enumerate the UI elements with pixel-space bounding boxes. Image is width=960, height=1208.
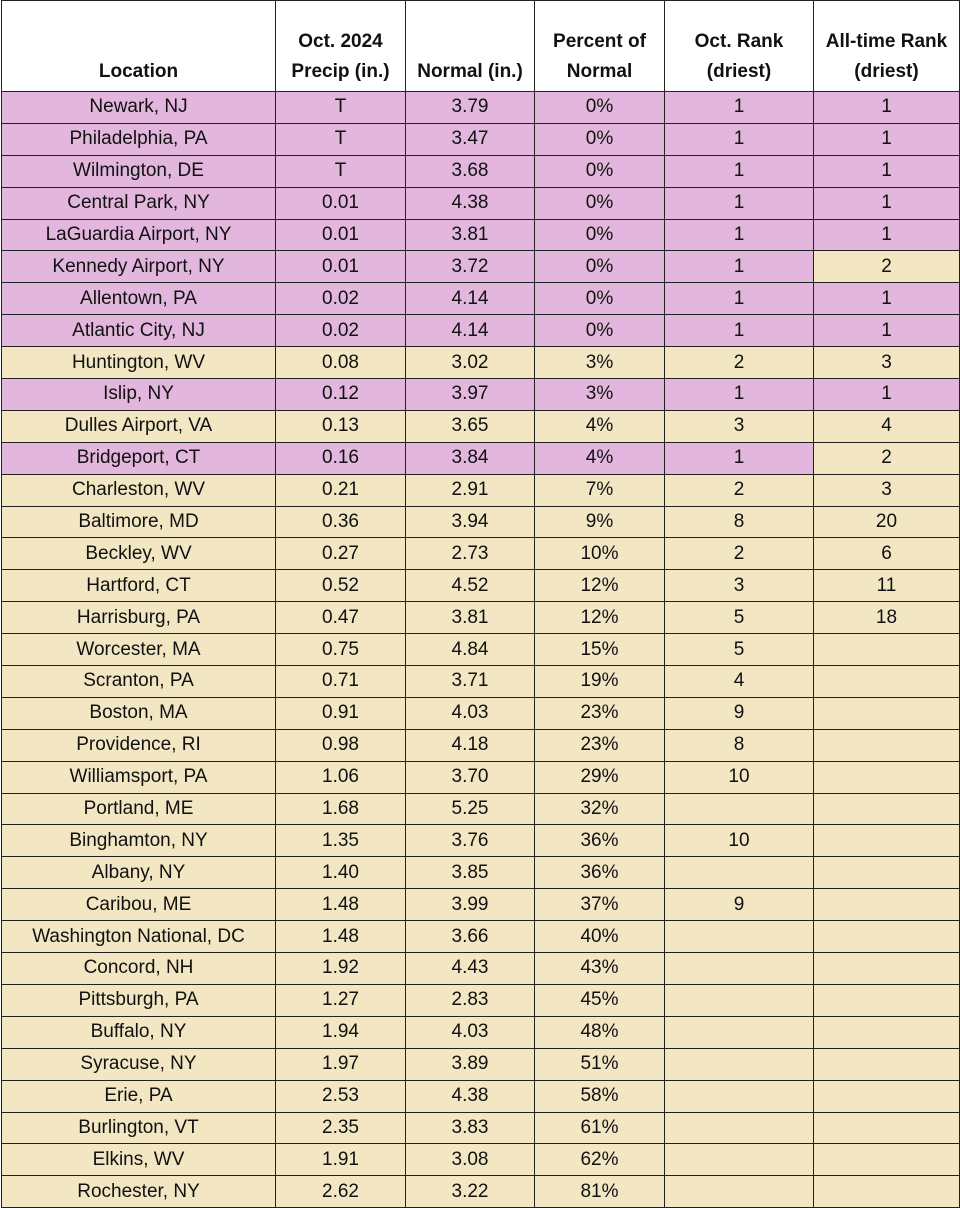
table-row xyxy=(2,634,960,666)
alltime-rank-cell: 2 xyxy=(814,442,960,474)
oct-rank-cell: 1 xyxy=(665,187,814,219)
location-cell: Boston, MA xyxy=(2,697,276,729)
location-cell: Islip, NY xyxy=(2,379,276,411)
table-row xyxy=(2,857,960,889)
percent-cell: 36% xyxy=(535,825,665,857)
alltime-rank-cell: 1 xyxy=(814,187,960,219)
location-cell: Erie, PA xyxy=(2,1080,276,1112)
oct-rank-cell: 2 xyxy=(665,474,814,506)
table-row xyxy=(2,379,960,411)
header-line1: Oct. 2024 xyxy=(298,31,383,52)
precip-cell: 1.06 xyxy=(276,761,406,793)
table-row xyxy=(2,602,960,634)
percent-cell: 61% xyxy=(535,1112,665,1144)
location-cell: Harrisburg, PA xyxy=(2,602,276,634)
alltime-rank-cell: 1 xyxy=(814,219,960,251)
oct-rank-cell xyxy=(665,1176,814,1208)
table-row xyxy=(2,92,960,124)
percent-cell: 7% xyxy=(535,474,665,506)
normal-cell: 3.70 xyxy=(406,761,535,793)
percent-cell: 0% xyxy=(535,123,665,155)
location-cell: LaGuardia Airport, NY xyxy=(2,219,276,251)
oct-rank-cell: 1 xyxy=(665,155,814,187)
normal-cell: 2.83 xyxy=(406,984,535,1016)
percent-cell: 37% xyxy=(535,889,665,921)
oct-rank-cell: 1 xyxy=(665,379,814,411)
normal-cell: 3.81 xyxy=(406,219,535,251)
location-cell: Caribou, ME xyxy=(2,889,276,921)
alltime-rank-cell: 1 xyxy=(814,123,960,155)
alltime-rank-cell xyxy=(814,953,960,985)
precip-cell: 0.16 xyxy=(276,442,406,474)
precip-cell: 0.71 xyxy=(276,666,406,698)
percent-cell: 58% xyxy=(535,1080,665,1112)
oct-rank-cell: 3 xyxy=(665,410,814,442)
location-cell: Atlantic City, NJ xyxy=(2,315,276,347)
header-line2: (driest) xyxy=(854,61,919,82)
normal-cell: 3.85 xyxy=(406,857,535,889)
table-row xyxy=(2,315,960,347)
oct-rank-cell xyxy=(665,1144,814,1176)
precip-cell: 0.75 xyxy=(276,634,406,666)
table-row xyxy=(2,123,960,155)
alltime-rank-cell xyxy=(814,793,960,825)
table-row xyxy=(2,155,960,187)
normal-cell: 3.94 xyxy=(406,506,535,538)
table-row xyxy=(2,251,960,283)
precip-cell: 0.27 xyxy=(276,538,406,570)
location-cell: Scranton, PA xyxy=(2,666,276,698)
table-row xyxy=(2,283,960,315)
alltime-rank-cell xyxy=(814,1080,960,1112)
header-precip xyxy=(276,1,406,92)
precip-cell: 0.52 xyxy=(276,570,406,602)
table-row xyxy=(2,506,960,538)
precip-cell: T xyxy=(276,92,406,124)
normal-cell: 3.47 xyxy=(406,123,535,155)
precip-cell: 1.92 xyxy=(276,953,406,985)
precip-cell: 1.97 xyxy=(276,1048,406,1080)
alltime-rank-cell: 1 xyxy=(814,155,960,187)
normal-cell: 3.08 xyxy=(406,1144,535,1176)
location-cell: Washington National, DC xyxy=(2,921,276,953)
alltime-rank-cell: 3 xyxy=(814,347,960,379)
percent-cell: 23% xyxy=(535,697,665,729)
oct-rank-cell: 5 xyxy=(665,634,814,666)
table-row xyxy=(2,666,960,698)
normal-cell: 4.52 xyxy=(406,570,535,602)
oct-rank-cell: 1 xyxy=(665,123,814,155)
table-row xyxy=(2,347,960,379)
alltime-rank-cell xyxy=(814,1016,960,1048)
precip-cell: 2.62 xyxy=(276,1176,406,1208)
alltime-rank-cell xyxy=(814,889,960,921)
normal-cell: 2.91 xyxy=(406,474,535,506)
percent-cell: 48% xyxy=(535,1016,665,1048)
table-row xyxy=(2,889,960,921)
alltime-rank-cell xyxy=(814,666,960,698)
percent-cell: 81% xyxy=(535,1176,665,1208)
oct-rank-cell xyxy=(665,921,814,953)
normal-cell: 3.76 xyxy=(406,825,535,857)
location-cell: Baltimore, MD xyxy=(2,506,276,538)
percent-cell: 29% xyxy=(535,761,665,793)
alltime-rank-cell xyxy=(814,729,960,761)
oct-rank-cell: 9 xyxy=(665,697,814,729)
alltime-rank-cell: 3 xyxy=(814,474,960,506)
precip-cell: 0.21 xyxy=(276,474,406,506)
oct-rank-cell: 8 xyxy=(665,506,814,538)
percent-cell: 23% xyxy=(535,729,665,761)
oct-rank-cell xyxy=(665,984,814,1016)
percent-cell: 0% xyxy=(535,315,665,347)
normal-cell: 3.02 xyxy=(406,347,535,379)
location-cell: Wilmington, DE xyxy=(2,155,276,187)
location-cell: Newark, NJ xyxy=(2,92,276,124)
normal-cell: 4.14 xyxy=(406,315,535,347)
alltime-rank-cell xyxy=(814,825,960,857)
table-row xyxy=(2,984,960,1016)
location-cell: Worcester, MA xyxy=(2,634,276,666)
oct-rank-cell: 8 xyxy=(665,729,814,761)
location-cell: Dulles Airport, VA xyxy=(2,410,276,442)
oct-rank-cell: 4 xyxy=(665,666,814,698)
normal-cell: 3.99 xyxy=(406,889,535,921)
location-cell: Central Park, NY xyxy=(2,187,276,219)
table-row xyxy=(2,1112,960,1144)
precip-cell: 1.35 xyxy=(276,825,406,857)
precip-table xyxy=(1,0,960,1208)
normal-cell: 4.38 xyxy=(406,187,535,219)
precip-cell: 0.01 xyxy=(276,187,406,219)
percent-cell: 0% xyxy=(535,251,665,283)
normal-cell: 3.66 xyxy=(406,921,535,953)
oct-rank-cell: 1 xyxy=(665,315,814,347)
precip-cell: 2.35 xyxy=(276,1112,406,1144)
location-cell: Concord, NH xyxy=(2,953,276,985)
alltime-rank-cell xyxy=(814,1048,960,1080)
precip-cell: 1.48 xyxy=(276,889,406,921)
precip-cell: 0.01 xyxy=(276,219,406,251)
header-oct-rank xyxy=(665,1,814,92)
oct-rank-cell: 1 xyxy=(665,283,814,315)
precip-cell: 1.91 xyxy=(276,1144,406,1176)
alltime-rank-cell xyxy=(814,1112,960,1144)
location-cell: Hartford, CT xyxy=(2,570,276,602)
percent-cell: 15% xyxy=(535,634,665,666)
header-line1: Percent of xyxy=(553,31,646,52)
location-cell: Pittsburgh, PA xyxy=(2,984,276,1016)
normal-cell: 3.71 xyxy=(406,666,535,698)
oct-rank-cell xyxy=(665,1048,814,1080)
precip-cell: 1.68 xyxy=(276,793,406,825)
oct-rank-cell xyxy=(665,1016,814,1048)
normal-cell: 4.43 xyxy=(406,953,535,985)
normal-cell: 3.79 xyxy=(406,92,535,124)
normal-cell: 3.84 xyxy=(406,442,535,474)
oct-rank-cell: 5 xyxy=(665,602,814,634)
alltime-rank-cell xyxy=(814,921,960,953)
oct-rank-cell: 10 xyxy=(665,825,814,857)
table-row xyxy=(2,1176,960,1208)
location-cell: Allentown, PA xyxy=(2,283,276,315)
percent-cell: 0% xyxy=(535,283,665,315)
table-row xyxy=(2,793,960,825)
percent-cell: 40% xyxy=(535,921,665,953)
alltime-rank-cell xyxy=(814,1176,960,1208)
alltime-rank-cell: 11 xyxy=(814,570,960,602)
location-cell: Providence, RI xyxy=(2,729,276,761)
location-cell: Huntington, WV xyxy=(2,347,276,379)
precip-cell: 0.91 xyxy=(276,697,406,729)
header-line2: Location xyxy=(98,61,179,82)
precip-cell: 0.36 xyxy=(276,506,406,538)
table-row xyxy=(2,729,960,761)
oct-rank-cell: 1 xyxy=(665,442,814,474)
alltime-rank-cell xyxy=(814,634,960,666)
precip-cell: 0.02 xyxy=(276,283,406,315)
precip-cell: 0.98 xyxy=(276,729,406,761)
alltime-rank-cell: 1 xyxy=(814,283,960,315)
normal-cell: 5.25 xyxy=(406,793,535,825)
oct-rank-cell: 1 xyxy=(665,92,814,124)
alltime-rank-cell: 1 xyxy=(814,379,960,411)
table-row xyxy=(2,697,960,729)
oct-rank-cell xyxy=(665,1080,814,1112)
header-alltime-rank xyxy=(814,1,960,92)
location-cell: Binghamton, NY xyxy=(2,825,276,857)
percent-cell: 36% xyxy=(535,857,665,889)
oct-rank-cell: 3 xyxy=(665,570,814,602)
table-body xyxy=(2,92,960,1208)
oct-rank-cell: 2 xyxy=(665,347,814,379)
percent-cell: 9% xyxy=(535,506,665,538)
alltime-rank-cell: 1 xyxy=(814,315,960,347)
normal-cell: 3.97 xyxy=(406,379,535,411)
oct-rank-cell xyxy=(665,793,814,825)
location-cell: Buffalo, NY xyxy=(2,1016,276,1048)
location-cell: Portland, ME xyxy=(2,793,276,825)
percent-cell: 0% xyxy=(535,92,665,124)
oct-rank-cell: 1 xyxy=(665,219,814,251)
precip-cell: T xyxy=(276,155,406,187)
percent-cell: 43% xyxy=(535,953,665,985)
normal-cell: 4.03 xyxy=(406,697,535,729)
table-row xyxy=(2,921,960,953)
table-row xyxy=(2,474,960,506)
location-cell: Bridgeport, CT xyxy=(2,442,276,474)
precip-cell: 0.47 xyxy=(276,602,406,634)
location-cell: Albany, NY xyxy=(2,857,276,889)
location-cell: Charleston, WV xyxy=(2,474,276,506)
table-row xyxy=(2,1016,960,1048)
alltime-rank-cell: 2 xyxy=(814,251,960,283)
percent-cell: 12% xyxy=(535,602,665,634)
table-row xyxy=(2,570,960,602)
location-cell: Williamsport, PA xyxy=(2,761,276,793)
precip-cell: 1.48 xyxy=(276,921,406,953)
precip-cell: T xyxy=(276,123,406,155)
table-row xyxy=(2,187,960,219)
alltime-rank-cell: 6 xyxy=(814,538,960,570)
normal-cell: 4.84 xyxy=(406,634,535,666)
location-cell: Philadelphia, PA xyxy=(2,123,276,155)
oct-rank-cell: 1 xyxy=(665,251,814,283)
oct-rank-cell xyxy=(665,1112,814,1144)
normal-cell: 3.65 xyxy=(406,410,535,442)
alltime-rank-cell xyxy=(814,761,960,793)
normal-cell: 4.14 xyxy=(406,283,535,315)
alltime-rank-cell xyxy=(814,984,960,1016)
percent-cell: 45% xyxy=(535,984,665,1016)
oct-rank-cell: 9 xyxy=(665,889,814,921)
percent-cell: 0% xyxy=(535,219,665,251)
location-cell: Beckley, WV xyxy=(2,538,276,570)
header-line2: (driest) xyxy=(706,61,772,82)
header-line1: All-time Rank xyxy=(825,31,948,52)
location-cell: Elkins, WV xyxy=(2,1144,276,1176)
precip-cell: 0.12 xyxy=(276,379,406,411)
alltime-rank-cell xyxy=(814,1144,960,1176)
table-row xyxy=(2,953,960,985)
normal-cell: 3.22 xyxy=(406,1176,535,1208)
alltime-rank-cell: 20 xyxy=(814,506,960,538)
precip-cell: 0.01 xyxy=(276,251,406,283)
percent-cell: 51% xyxy=(535,1048,665,1080)
table-row xyxy=(2,219,960,251)
normal-cell: 3.68 xyxy=(406,155,535,187)
location-cell: Rochester, NY xyxy=(2,1176,276,1208)
header-percent xyxy=(535,1,665,92)
alltime-rank-cell: 4 xyxy=(814,410,960,442)
header-row xyxy=(2,1,960,92)
header-normal xyxy=(406,1,535,92)
location-cell: Burlington, VT xyxy=(2,1112,276,1144)
normal-cell: 3.89 xyxy=(406,1048,535,1080)
precip-cell: 0.13 xyxy=(276,410,406,442)
location-cell: Kennedy Airport, NY xyxy=(2,251,276,283)
alltime-rank-cell: 18 xyxy=(814,602,960,634)
alltime-rank-cell: 1 xyxy=(814,92,960,124)
table-row xyxy=(2,761,960,793)
precip-cell: 0.02 xyxy=(276,315,406,347)
table-row xyxy=(2,1048,960,1080)
alltime-rank-cell xyxy=(814,857,960,889)
table-row xyxy=(2,825,960,857)
percent-cell: 0% xyxy=(535,155,665,187)
normal-cell: 3.72 xyxy=(406,251,535,283)
precip-cell: 0.08 xyxy=(276,347,406,379)
percent-cell: 0% xyxy=(535,187,665,219)
table-row xyxy=(2,1144,960,1176)
percent-cell: 4% xyxy=(535,442,665,474)
precip-cell: 1.94 xyxy=(276,1016,406,1048)
header-line2: Precip (in.) xyxy=(291,61,390,82)
percent-cell: 62% xyxy=(535,1144,665,1176)
oct-rank-cell xyxy=(665,857,814,889)
percent-cell: 32% xyxy=(535,793,665,825)
percent-cell: 10% xyxy=(535,538,665,570)
normal-cell: 4.38 xyxy=(406,1080,535,1112)
percent-cell: 19% xyxy=(535,666,665,698)
normal-cell: 2.73 xyxy=(406,538,535,570)
oct-rank-cell: 10 xyxy=(665,761,814,793)
percent-cell: 4% xyxy=(535,410,665,442)
normal-cell: 4.18 xyxy=(406,729,535,761)
normal-cell: 4.03 xyxy=(406,1016,535,1048)
normal-cell: 3.83 xyxy=(406,1112,535,1144)
header-line2: Normal xyxy=(566,61,633,82)
table-row xyxy=(2,1080,960,1112)
table-row xyxy=(2,410,960,442)
table-row xyxy=(2,538,960,570)
table-row xyxy=(2,442,960,474)
alltime-rank-cell xyxy=(814,697,960,729)
precip-cell: 1.27 xyxy=(276,984,406,1016)
percent-cell: 12% xyxy=(535,570,665,602)
precip-cell: 1.40 xyxy=(276,857,406,889)
header-line2: Normal (in.) xyxy=(417,61,523,82)
header-line1: Oct. Rank xyxy=(694,31,784,52)
location-cell: Syracuse, NY xyxy=(2,1048,276,1080)
precip-cell: 2.53 xyxy=(276,1080,406,1112)
normal-cell: 3.81 xyxy=(406,602,535,634)
header-location xyxy=(2,1,276,92)
percent-cell: 3% xyxy=(535,347,665,379)
oct-rank-cell xyxy=(665,953,814,985)
percent-cell: 3% xyxy=(535,379,665,411)
oct-rank-cell: 2 xyxy=(665,538,814,570)
